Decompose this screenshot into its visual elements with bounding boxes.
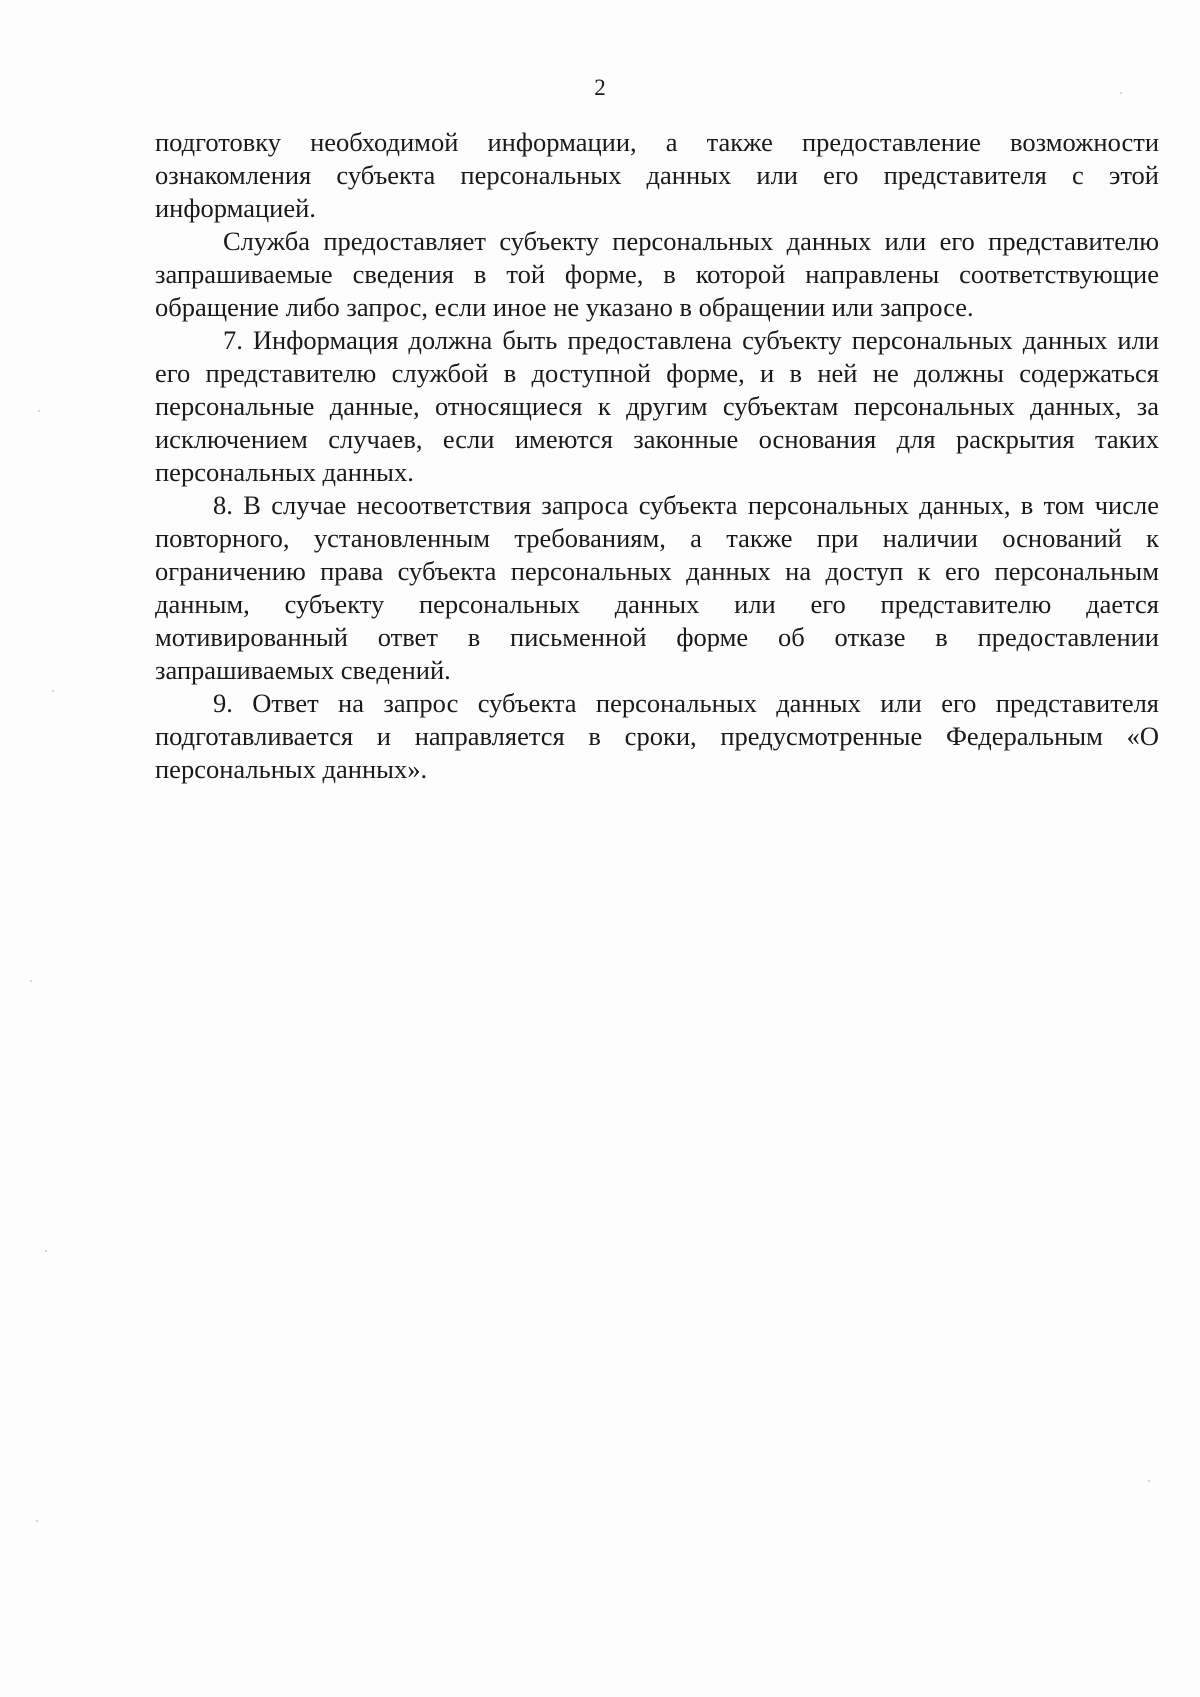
paragraph-item-8: 8. В случае несоответствия запроса субъекта персональных данных, в том числе повторного, установленным требованиям, а также при наличии оснований к ограничению права субъекта персональных данных на доступ к его персональным данным, субъекту персональных данных или его представителю дается мотивированный ответ в письменной форме об отказе в предоставлении запрашиваемых сведений. bbox=[155, 490, 1159, 685]
paragraph-item-9: 9. Ответ на запрос субъекта персональных данных или его представителя подготавливается и направляется в сроки, предусмотренные Федеральным «О персональных данных». bbox=[155, 688, 1159, 784]
paragraph-continuation: подготовку необходимой информации, а также предоставление возможности ознакомления субъекта персональных данных или его представителя с этой информацией. bbox=[155, 127, 1159, 223]
scan-speck bbox=[45, 1250, 47, 1252]
scan-speck bbox=[52, 690, 54, 692]
paragraph-service-provides: Служба предоставляет субъекту персональных данных или его представителю запрашиваемые сведения в той форме, в которой направлены соответствующие обращение либо запрос, если иное не указано в обращении или запросе. bbox=[155, 226, 1159, 322]
scan-speck bbox=[1148, 1480, 1150, 1482]
paragraph-item-7: 7. Информация должна быть предоставлена субъекту персональных данных или его представителю службой в доступной форме, и в ней не должны содержаться персональные данные, относящиеся к другим субъектам персональных данных, за исключением случаев, если имеются законные основания для раскрытия таких персональных данных. bbox=[155, 325, 1159, 487]
document-body bbox=[155, 126, 1159, 786]
page-number: 2 bbox=[594, 75, 606, 100]
scan-speck bbox=[30, 980, 32, 982]
scan-speck bbox=[1120, 92, 1122, 94]
scan-speck bbox=[36, 1520, 38, 1522]
scan-speck bbox=[38, 410, 40, 412]
